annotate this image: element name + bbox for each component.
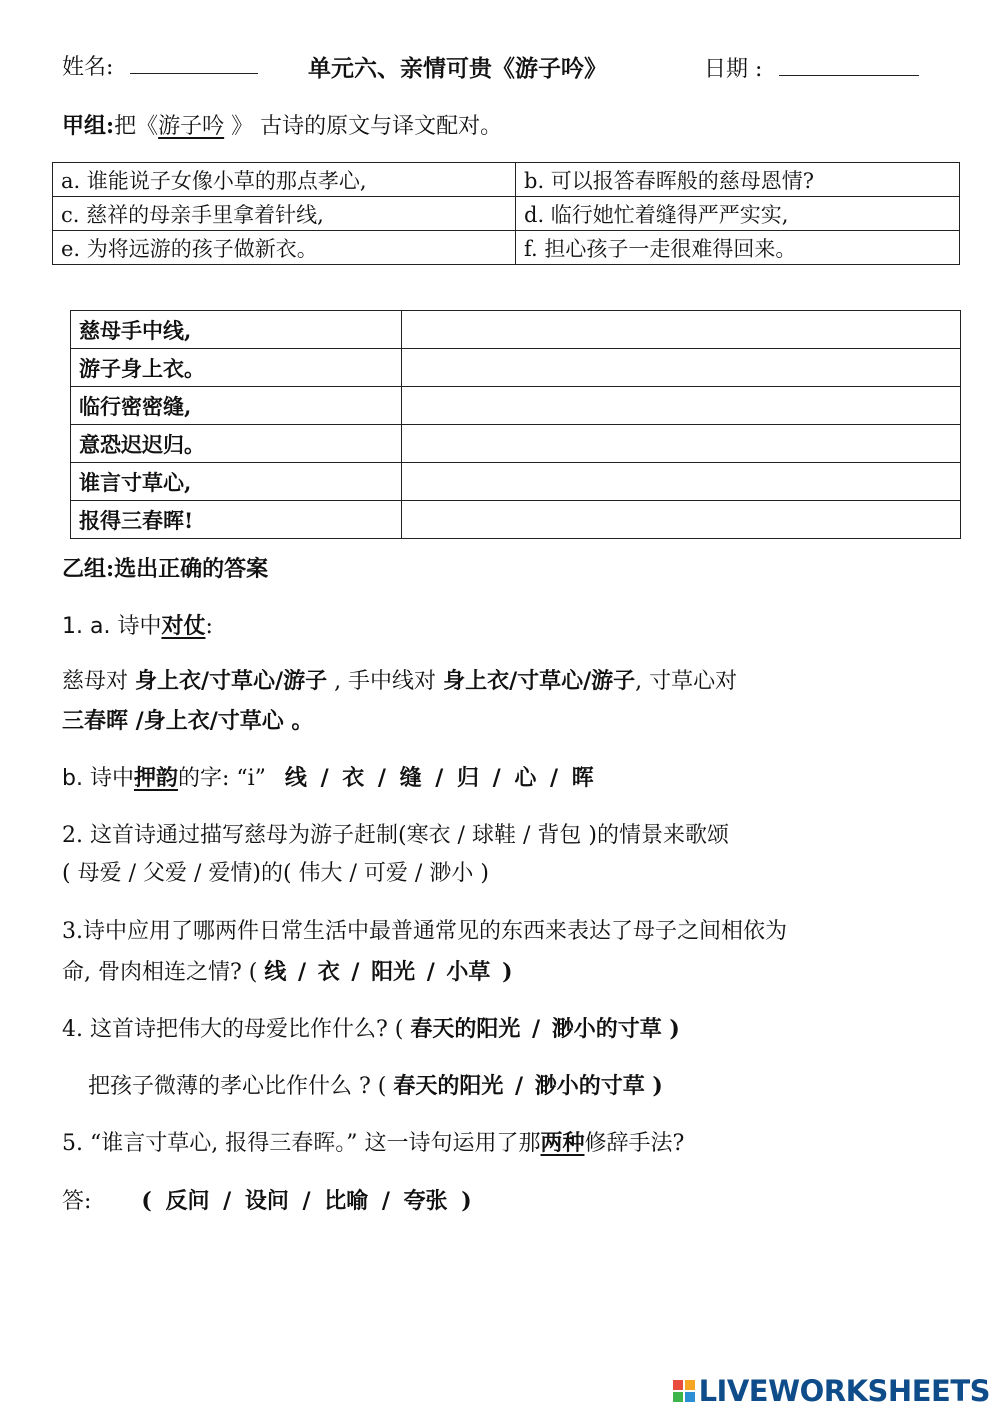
q1a-heading bbox=[62, 610, 213, 643]
answer-label: 答: bbox=[62, 1189, 92, 1214]
group-b-label: 乙组:选出正确的答案 bbox=[62, 556, 269, 582]
answer-drop-1[interactable] bbox=[402, 311, 961, 349]
table-row bbox=[71, 349, 961, 387]
q4-line-2 bbox=[88, 1070, 663, 1103]
q5-answer bbox=[62, 1185, 472, 1218]
date-blank[interactable] bbox=[779, 55, 919, 76]
translation-table bbox=[52, 162, 960, 265]
q4-options-2[interactable]: 春天的阳光 / 渺小的寸草 bbox=[393, 1073, 645, 1099]
q1a-prefix: 1. a. 诗中 bbox=[62, 614, 162, 639]
q1b-keyword: 押韵 bbox=[133, 765, 178, 791]
answer-drop-4[interactable] bbox=[402, 425, 961, 463]
q5-line bbox=[62, 1127, 684, 1160]
poem-line-1: 慈母手中线, bbox=[71, 311, 402, 349]
q1a-text: 慈母对 bbox=[62, 669, 135, 694]
q1a-options-2[interactable]: 身上衣/寸草心/游子 bbox=[443, 668, 636, 694]
translation-a[interactable]: a. 谁能说子女像小草的那点孝心, bbox=[53, 163, 516, 197]
answer-drop-2[interactable] bbox=[402, 349, 961, 387]
q1a-keyword: 对仗 bbox=[161, 613, 206, 639]
translation-c[interactable]: c. 慈祥的母亲手里拿着针线, bbox=[53, 197, 516, 231]
q5-rest: 修辞手法? bbox=[584, 1131, 685, 1156]
q4-line-1 bbox=[62, 1013, 680, 1046]
q1a-options-3[interactable]: 三春晖 /身上衣/寸草心 bbox=[62, 708, 284, 734]
q4-text: ) bbox=[644, 1073, 663, 1099]
q4-text: ) bbox=[661, 1016, 680, 1042]
instr-pre: 把《 bbox=[114, 114, 159, 139]
logo-text: LIVEWORKSHEETS bbox=[698, 1374, 990, 1408]
group-a-instruction bbox=[62, 110, 502, 143]
q1a-line-1 bbox=[62, 665, 737, 698]
table-row bbox=[53, 197, 960, 231]
q3-text: 命, 骨肉相连之情? ( bbox=[62, 960, 265, 985]
liveworksheets-logo bbox=[673, 1371, 990, 1411]
q4-options-1[interactable]: 春天的阳光 / 渺小的寸草 bbox=[410, 1016, 662, 1042]
date-field bbox=[704, 52, 919, 83]
q4-text: 4. 这首诗把伟大的母爱比作什么? ( bbox=[62, 1017, 411, 1042]
header bbox=[62, 52, 258, 84]
q1b-prefix: b. 诗中 bbox=[62, 766, 134, 791]
logo-mark-icon bbox=[673, 1380, 695, 1402]
table-row bbox=[71, 387, 961, 425]
q1a-text: 。 bbox=[283, 708, 314, 734]
translation-e[interactable]: e. 为将远游的孩子做新衣。 bbox=[53, 231, 516, 265]
name-label: 姓名: bbox=[62, 55, 114, 80]
poem-match-table bbox=[70, 310, 961, 539]
q1a-colon: : bbox=[205, 614, 213, 639]
instr-title: 游子吟 bbox=[158, 114, 225, 139]
q5-keyword: 两种 bbox=[540, 1130, 585, 1156]
q5-text: 5. “谁言寸草心, 报得三春晖。” 这一诗句运用了那 bbox=[62, 1131, 541, 1156]
q1b-options[interactable]: 线 / 衣 / 缝 / 归 / 心 / 晖 bbox=[284, 765, 594, 791]
page-title: 单元六、亲情可贵《游子吟》 bbox=[308, 55, 607, 82]
poem-line-6: 报得三春晖! bbox=[71, 501, 402, 539]
q1a-text: , 手中线对 bbox=[327, 669, 444, 694]
poem-line-2: 游子身上衣。 bbox=[71, 349, 402, 387]
q2-line-2[interactable]: ( 母爱 / 父爱 / 爱情)的( 伟大 / 可爱 / 渺小 ) bbox=[62, 861, 489, 886]
translation-f[interactable]: f. 担心孩子一走很难得回来。 bbox=[516, 231, 960, 265]
group-a-label: 甲组: bbox=[62, 113, 115, 139]
table-row bbox=[53, 163, 960, 197]
answer-drop-3[interactable] bbox=[402, 387, 961, 425]
q3-line-2 bbox=[62, 956, 513, 989]
answer-drop-6[interactable] bbox=[402, 501, 961, 539]
instr-post: 》 古诗的原文与译文配对。 bbox=[224, 114, 503, 139]
table-row bbox=[71, 425, 961, 463]
translation-b[interactable]: b. 可以报答春晖般的慈母恩情? bbox=[516, 163, 960, 197]
table-row bbox=[71, 463, 961, 501]
date-label: 日期 : bbox=[704, 57, 763, 82]
name-blank[interactable] bbox=[130, 53, 258, 74]
q2-line-1[interactable]: 2. 这首诗通过描写慈母为游子赶制(寒衣 / 球鞋 / 背包 )的情景来歌颂 bbox=[62, 823, 729, 848]
q1a-line-2 bbox=[62, 705, 313, 738]
q1b-rest: 的字: “i” bbox=[177, 766, 273, 791]
poem-line-4: 意恐迟迟归。 bbox=[71, 425, 402, 463]
translation-d[interactable]: d. 临行她忙着缝得严严实实, bbox=[516, 197, 960, 231]
q3-text: ) bbox=[502, 959, 513, 985]
answer-drop-5[interactable] bbox=[402, 463, 961, 501]
table-row bbox=[71, 311, 961, 349]
q3-line-1: 3.诗中应用了哪两件日常生活中最普通常见的东西来表达了母子之间相依为 bbox=[62, 919, 787, 944]
poem-line-5: 谁言寸草心, bbox=[71, 463, 402, 501]
q4-text: 把孩子微薄的孝心比作什么 ? ( bbox=[88, 1074, 394, 1099]
table-row bbox=[53, 231, 960, 265]
q1a-text: , 寸草心对 bbox=[635, 669, 738, 694]
poem-line-3: 临行密密缝, bbox=[71, 387, 402, 425]
q1b-line bbox=[62, 762, 594, 795]
q5-options[interactable]: ( 反问 / 设问 / 比喻 / 夸张 ) bbox=[141, 1188, 472, 1214]
table-row bbox=[71, 501, 961, 539]
q1a-options-1[interactable]: 身上衣/寸草心/游子 bbox=[135, 668, 328, 694]
q3-options[interactable]: 线 / 衣 / 阳光 / 小草 bbox=[264, 959, 503, 985]
